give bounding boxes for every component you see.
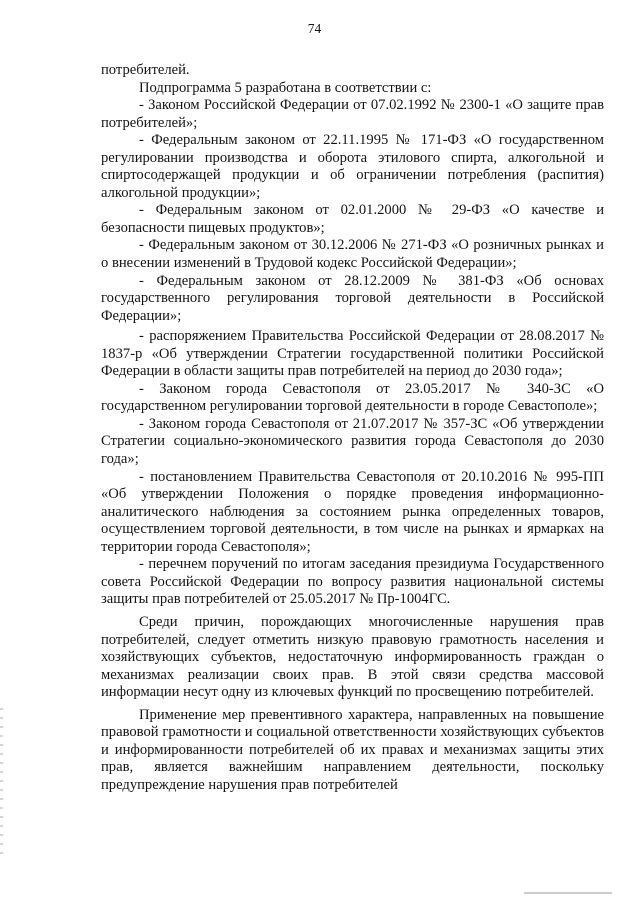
list-item-instructions-pr-1004gs: - перечнем поручений по итогам заседания президиума Государственного совета Российской Федерации по вопросу развития национальной системы защиты прав потребителей от 25.05.2017 № Пр-1004ГС.: [101, 556, 604, 608]
paragraph-continuation: потребителей.: [101, 62, 190, 78]
paragraph-violations: Среди причин, порождающих многочисленные нарушения прав потребителей, следует отметить низкую правовую грамотность населения и хозяйствующих субъектов, недостаточную информированность граждан о механизмах реализации своих прав. В этой связи средства массовой информации несут одну из ключевых функций по просвещению потребителей.: [101, 613, 604, 701]
scan-artifact-bottom: [524, 892, 612, 894]
list-item-law-2300-1: - Законом Российской Федерации от 07.02.1992 № 2300-1 «О защите прав потребителей»;: [101, 97, 604, 131]
list-item-resolution-995-pp: - постановлением Правительства Севастополя от 20.10.2016 № 995-ПП «Об утверждении Положения о порядке проведения информационно-аналитического наблюдения за состоянием рынка определенных товаров, осуществлением торговой деятельности, в том числе на рынках и ярмарках на территории города Севастополя»;: [101, 468, 604, 555]
list-item-law-357-zs: - Законом города Севастополя от 21.07.2017 № 357-ЗС «Об утверждении Стратегии социально-экономического развития города Севастополя до 2030 года»;: [101, 415, 604, 468]
paragraph-intro: Подпрограмма 5 разработана в соответствии с:: [139, 79, 432, 96]
list-item-law-171-fz: - Федеральным законом от 22.11.1995 № 171-ФЗ «О государственном регулировании производства и оборота этилового спирта, алкогольной и спиртосодержащей продукции и об ограничении потребления (распития) алкогольной продукции»;: [101, 132, 604, 201]
list-item-law-271-fz: - Федеральным законом от 30.12.2006 № 271-ФЗ «О розничных рынках и о внесении изменений в Трудовой кодекс Российской Федерации»;: [101, 237, 604, 272]
scan-artifact-left: [0, 708, 3, 858]
page-number: 74: [307, 21, 322, 36]
document-body: [101, 62, 604, 794]
list-item-law-29-fz: - Федеральным законом от 02.01.2000 № 29-ФЗ «О качестве и безопасности пищевых продуктов»;: [101, 202, 604, 236]
list-item-law-381-fz: - Федеральным законом от 28.12.2009 № 381-ФЗ «Об основах государственного регулирования торговой деятельности в Российской Федерации»;: [101, 272, 604, 324]
list-item-law-340-zs: - Законом города Севастополя от 23.05.2017 № 340-ЗС «О государственном регулировании торговой деятельности в городе Севастополе»;: [101, 380, 604, 415]
list-item-order-1837-r: - распоряжением Правительства Российской Федерации от 28.08.2017 № 1837-р «Об утверждении Стратегии государственной политики Российской Федерации в области защиты прав потребителей на период до 2030 года»;: [101, 328, 604, 380]
paragraph-preventive-measures: Применение мер превентивного характера, направленных на повышение правовой грамотности и социальной ответственности хозяйствующих субъектов и информированности потребителей об их правах и механизмах защиты этих прав, является важнейшим направлением деятельности, поскольку предупреждение нарушения прав потребителей: [101, 706, 604, 793]
